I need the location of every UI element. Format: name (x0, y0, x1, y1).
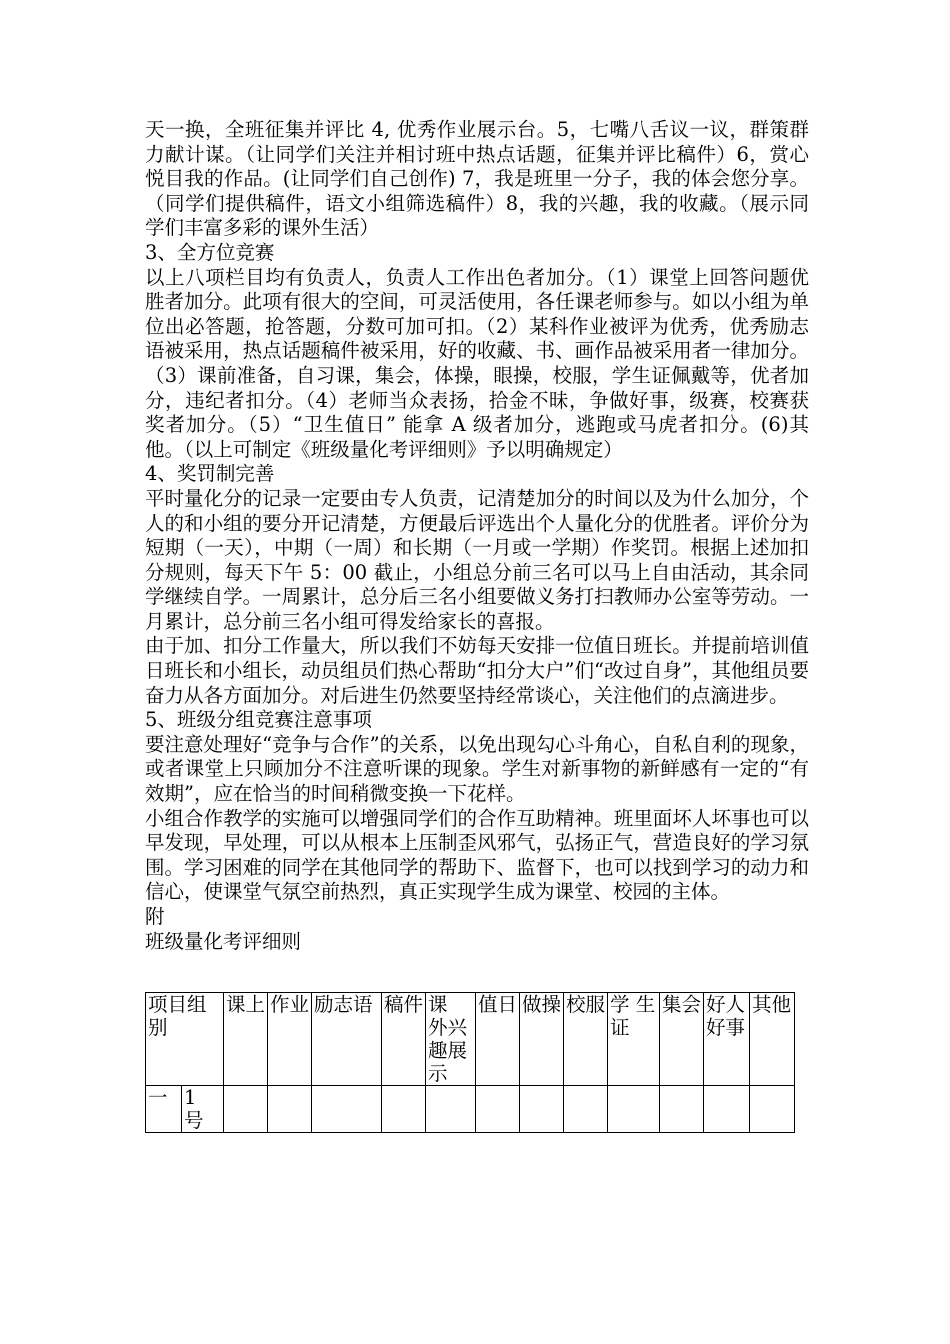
header-cell: 项目组别 (146, 993, 224, 1086)
header-cell: 集会 (660, 993, 704, 1086)
table-cell (660, 1086, 704, 1133)
header-cell: 励志语 (312, 993, 382, 1086)
header-cell: 做操 (520, 993, 564, 1086)
assessment-table (145, 992, 795, 1133)
header-cell: 学 生证 (608, 993, 660, 1086)
table-row (146, 1086, 795, 1133)
paragraph-columns-list: 天一换，全班征集并评比 4, 优秀作业展示台。5，七嘴八舌议一议，群策群力献计谋。（让同学们关注并相讨班中热点话题，征集并评比稿件）6，赏心悦目我的作品。(让同学们自己创作) 7，我是班里一分子，我的体会您分享。（同学们提供稿件，语文小组筛选稿件）8，我的兴趣，我的收藏。（展示同学们丰富多彩的课外生活） (145, 118, 809, 240)
table-cell (520, 1086, 564, 1133)
header-cell: 课上 (224, 993, 268, 1086)
table-cell (224, 1086, 268, 1133)
paragraph-notes: 要注意处理好“竞争与合作”的关系，以免出现勾心斗角心，自私自利的现象，或者课堂上只顾加分不注意听课的现象。学生对新事物的新鲜感有一定的“有效期”，应在恰当的时间稍微变换一下花样。 (145, 732, 809, 806)
table-cell (312, 1086, 382, 1133)
header-cell: 作业 (268, 993, 312, 1086)
table-cell (268, 1086, 312, 1133)
table-cell (426, 1086, 476, 1133)
table-cell (382, 1086, 426, 1133)
header-cell: 课 外兴 趣展示 (426, 993, 476, 1086)
table-cell (704, 1086, 750, 1133)
table-cell (608, 1086, 660, 1133)
paragraph-duty-monitor: 由于加、扣分工作量大，所以我们不妨每天安排一位值日班长。并提前培训值日班长和小组长，动员组员们热心帮助“扣分大户”们“改过自身”，其他组员要奋力从各方面加分。对后进生仍然要坚持经常谈心，关注他们的点滴进步。 (145, 634, 809, 707)
appendix-title: 班级量化考评细则 (145, 929, 302, 953)
document-page (145, 118, 809, 1133)
table-cell: 一 (146, 1086, 182, 1133)
table-cell (564, 1086, 608, 1133)
header-cell: 校服 (564, 993, 608, 1086)
header-cell: 好人好事 (704, 993, 750, 1086)
section-heading-5: 5、班级分组竞赛注意事项 (145, 708, 372, 732)
appendix-label: 附 (145, 905, 165, 928)
header-cell: 值日 (476, 993, 520, 1086)
table-cell (476, 1086, 520, 1133)
paragraph-conclusion: 小组合作教学的实施可以增强同学们的合作互助精神。班里面坏人坏事也可以早发现，早处理，可以从根本上压制歪风邪气，弘扬正气，营造良好的学习氛围。学习困难的同学在其他同学的帮助下、监督下，也可以找到学习的动力和信心，使课堂气氛空前热烈，真正实现学生成为课堂、校园的主体。 (145, 806, 809, 904)
paragraph-competition: 以上八项栏目均有负责人，负责人工作出色者加分。（1）课堂上回答问题优胜者加分。此项有很大的空间，可灵活使用，各任课老师参与。如以小组为单位出必答题，抢答题，分数可加可扣。（2）某科作业被评为优秀，优秀励志语被采用，热点话题稿件被采用，好的收藏、书、画作品被采用者一律加分。（3）课前准备，自习课，集会，体操，眼操，校服，学生证佩戴等，优者加分，违纪者扣分。（4）老师当众表扬，拾金不昧，争做好事，级赛，校赛获奖者加分。（5）“卫生值日” 能拿 A 级者加分，逃跑或马虎者扣分。(6)其他。（以上可制定《班级量化考评细则》予以明确规定） (145, 265, 809, 461)
section-heading-3: 3、全方位竞赛 (145, 240, 275, 264)
header-cell: 其他 (750, 993, 795, 1086)
table-cell (750, 1086, 795, 1133)
header-cell: 稿件 (382, 993, 426, 1086)
table-cell: 1 号 (182, 1086, 224, 1133)
section-heading-4: 4、奖罚制完善 (145, 462, 275, 486)
table-header-row (146, 993, 795, 1086)
paragraph-scoring-records: 平时量化分的记录一定要由专人负责，记清楚加分的时间以及为什么加分，个人的和小组的要分开记清楚，方便最后评选出个人量化分的优胜者。评价分为短期（一天），中期（一周）和长期（一月或一学期）作奖罚。根据上述加扣分规则，每天下午 5：00 截止，小组总分前三名可以马上自由活动，其余同学继续自学。一周累计，总分后三名小组要做义务打扫教师办公室等劳动。一月累计，总分前三名小组可得发给家长的喜报。 (145, 486, 809, 633)
